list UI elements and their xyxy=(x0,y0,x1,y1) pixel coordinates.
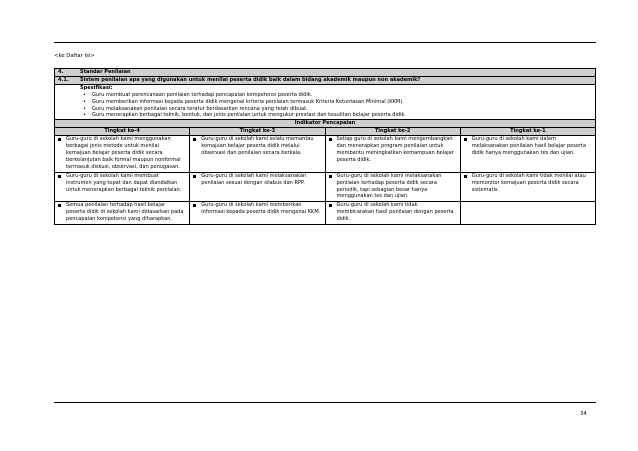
specification-cell xyxy=(55,84,596,120)
standard-row xyxy=(55,69,596,77)
square-bullet-icon xyxy=(464,138,467,141)
level-header-2: Tingkat ke-2 xyxy=(325,128,460,136)
level-header-4: Tingkat ke-4 xyxy=(55,128,190,136)
specification-title: Spesifikasi: xyxy=(80,84,113,91)
indicator-cell-empty xyxy=(460,202,595,225)
specification-item: • Guru membuat perencanaan penilaian terhadap pencapaian kompetensi peserta didik. xyxy=(92,92,592,99)
table-row xyxy=(55,202,596,225)
square-bullet-icon xyxy=(329,138,332,141)
level-header-3: Tingkat ke-3 xyxy=(190,128,325,136)
indicator-cell: Guru-guru di sekolah kami tidak menilai atau memonitor kemajuan peserta didik secara sistematis. xyxy=(460,172,595,202)
specification-list xyxy=(80,92,592,120)
standard-header-cell xyxy=(55,69,596,77)
specification-item: • Guru memberikan informasi kepada peserta didik mengenai kriteria penilaian termasuk Kriteria Ketuntasan Minimal (KKM). xyxy=(92,99,592,106)
indicator-cell: Guru-guru di sekolah kami menggunakan berbagai jenis metode untuk menilai kemajuan belajar peserta didik secara berkelanjutan baik formal maupun nonformal termasuk diskusi, observasi, dan penugasan. xyxy=(55,136,190,173)
square-bullet-icon xyxy=(58,204,61,207)
table-row xyxy=(55,136,596,173)
top-rule xyxy=(54,42,596,43)
assessment-standard-table xyxy=(54,68,596,225)
indicator-cell: Guru-guru di sekolah kami memberikan informasi kepada peserta didik mengenai KKM. xyxy=(190,202,325,225)
specification-item: • Guru melaksanakan penilaian secara teratur berdasarkan rencana yang telah dibuat. xyxy=(92,106,592,113)
standard-number: 4. xyxy=(58,69,64,75)
square-bullet-icon xyxy=(464,175,467,178)
item-question: Sistem penilaian apa yang digunakan untuk menilai peserta didik baik dalam bidang akademik maupun non akademik? xyxy=(80,76,421,83)
square-bullet-icon xyxy=(193,138,196,141)
page-number: 34 xyxy=(580,411,587,417)
indicator-cell: Guru-guru di sekolah kami melaksanakan penilaian terhadap peserta didik secara periodik, tapi sebagian besar hanya menggunakan tes dan ujian. xyxy=(325,172,460,202)
square-bullet-icon xyxy=(193,175,196,178)
indicator-cell: Guru-guru di sekolah kami selalu memantau kemajuan belajar peserta didik melalui observasi dan penilaian secara berkala. xyxy=(190,136,325,173)
square-bullet-icon xyxy=(58,175,61,178)
table-of-contents-link[interactable]: <ke Daftar Isi> xyxy=(54,53,95,59)
indicator-cell: Guru-guru di sekolah kami melaksanakan penilaian sesuai dengan silabus dan RPP. xyxy=(190,172,325,202)
specification-item: • Guru menerapkan berbagai teknik, bentuk, dan jenis penilaian untuk mengukur prestasi dan kesulitan belajar peserta didik. xyxy=(92,112,592,119)
indicator-cell: Setiap guru di sekolah kami mengembangkan dan menerapkan program penilaian untuk membantu meningkatkan kemampuan belajar peserta didik. xyxy=(325,136,460,173)
indicator-cell: Semua penilaian terhadap hasil belajar peserta didik di sekolah kami didasarkan pada pencapaian kompetensi yang diharapkan. xyxy=(55,202,190,225)
item-row xyxy=(55,76,596,84)
level-header-row xyxy=(55,128,596,136)
square-bullet-icon xyxy=(193,204,196,207)
indicator-cell: Guru-guru di sekolah kami membuat instrumen yang tepat dan dapat diandalkan untuk menerapkan berbagai teknik penilaian. xyxy=(55,172,190,202)
indicator-header-row xyxy=(55,120,596,128)
square-bullet-icon xyxy=(329,175,332,178)
square-bullet-icon xyxy=(329,204,332,207)
indicator-cell: Guru-guru di sekolah kami dalam melaksanakan penilaian hasil belajar peserta didik hanya menggunakan tes dan ujian. xyxy=(460,136,595,173)
indicator-header: Indikator Pencapaian xyxy=(55,120,596,128)
bottom-rule xyxy=(54,402,596,403)
level-header-1: Tingkat ke-1 xyxy=(460,128,595,136)
standard-title: Standar Penilaian xyxy=(80,69,131,75)
square-bullet-icon xyxy=(58,138,61,141)
indicator-cell: Guru-guru di sekolah kami tidak membicarakan hasil penilaian dengan peserta didik. xyxy=(325,202,460,225)
item-number: 4.1. xyxy=(58,76,69,83)
item-header-cell xyxy=(55,76,596,84)
specification-row xyxy=(55,84,596,120)
table-row xyxy=(55,172,596,202)
